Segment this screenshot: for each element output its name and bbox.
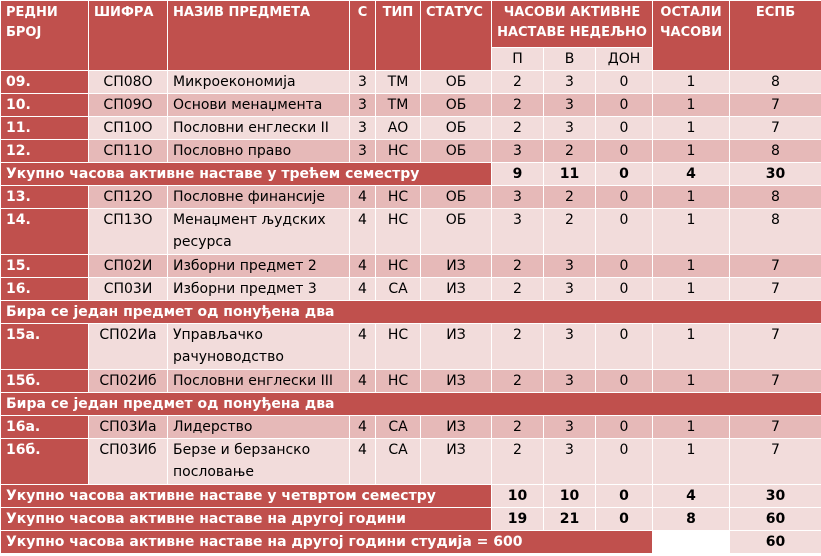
row-type: СА xyxy=(376,439,421,485)
row-type: НС xyxy=(376,255,421,278)
row-subject: Изборни предмет 2 xyxy=(168,255,350,278)
row-p: 2 xyxy=(492,278,544,301)
row-type: НС xyxy=(376,324,421,370)
row-code: СП10О xyxy=(89,117,168,140)
row-espb: 7 xyxy=(730,117,821,140)
summary-espb: 30 xyxy=(730,485,821,508)
table-row xyxy=(1,324,821,370)
row-number: 16б. xyxy=(1,439,89,485)
row-don: 0 xyxy=(596,140,653,163)
row-subject: Менаџмент људских ресурса xyxy=(168,209,350,255)
row-type: ТМ xyxy=(376,71,421,94)
row-other: 1 xyxy=(653,439,730,485)
row-espb: 8 xyxy=(730,209,821,255)
summary-label: Укупно часова активне наставе у четвртом семестру xyxy=(1,485,492,508)
table-row xyxy=(1,209,821,255)
row-don: 0 xyxy=(596,255,653,278)
row-v: 3 xyxy=(544,255,596,278)
summary-label: Укупно часова активне наставе у трећем семестру xyxy=(1,163,492,186)
row-semester: 3 xyxy=(350,94,376,117)
summary-p: 9 xyxy=(492,163,544,186)
row-semester: 4 xyxy=(350,324,376,370)
row-type: НС xyxy=(376,209,421,255)
row-espb: 7 xyxy=(730,416,821,439)
row-code: СП09О xyxy=(89,94,168,117)
summary-p: 10 xyxy=(492,485,544,508)
row-subject: Берзе и берзанско пословање xyxy=(168,439,350,485)
row-semester: 3 xyxy=(350,71,376,94)
row-status: ОБ xyxy=(421,71,492,94)
row-status: ИЗ xyxy=(421,439,492,485)
row-code: СП03Иб xyxy=(89,439,168,485)
row-p: 2 xyxy=(492,324,544,370)
summary-don: 0 xyxy=(596,485,653,508)
row-v: 3 xyxy=(544,439,596,485)
row-p: 2 xyxy=(492,255,544,278)
row-subject: Лидерство xyxy=(168,416,350,439)
row-number: 10. xyxy=(1,94,89,117)
row-p: 2 xyxy=(492,117,544,140)
row-code: СП02Иа xyxy=(89,324,168,370)
summary-espb: 30 xyxy=(730,163,821,186)
row-p: 3 xyxy=(492,140,544,163)
row-espb: 8 xyxy=(730,140,821,163)
header-don: ДОН xyxy=(596,48,653,71)
row-subject: Пословне финансије xyxy=(168,186,350,209)
row-semester: 4 xyxy=(350,209,376,255)
summary-espb: 60 xyxy=(730,508,821,531)
row-number: 13. xyxy=(1,186,89,209)
summary-row-fourth-semester xyxy=(1,485,821,508)
table-row xyxy=(1,71,821,94)
header-row xyxy=(1,1,821,48)
row-espb: 7 xyxy=(730,439,821,485)
row-status: ИЗ xyxy=(421,370,492,393)
summary-spacer xyxy=(653,531,730,554)
row-other: 1 xyxy=(653,324,730,370)
header-num: РЕДНИ БРОЈ xyxy=(1,1,89,71)
header-code: ШИФРА xyxy=(89,1,168,71)
row-don: 0 xyxy=(596,117,653,140)
table-row xyxy=(1,117,821,140)
row-don: 0 xyxy=(596,186,653,209)
row-code: СП11О xyxy=(89,140,168,163)
summary-row-study-total xyxy=(1,531,821,554)
row-other: 1 xyxy=(653,278,730,301)
row-number: 15. xyxy=(1,255,89,278)
summary-v: 10 xyxy=(544,485,596,508)
row-don: 0 xyxy=(596,439,653,485)
row-espb: 8 xyxy=(730,71,821,94)
row-code: СП03Иа xyxy=(89,416,168,439)
summary-other: 4 xyxy=(653,163,730,186)
summary-label: Укупно часова активне наставе на другој години студија = 600 xyxy=(1,531,653,554)
row-espb: 7 xyxy=(730,94,821,117)
row-number: 15б. xyxy=(1,370,89,393)
row-code: СП02Иб xyxy=(89,370,168,393)
row-number: 11. xyxy=(1,117,89,140)
row-code: СП03И xyxy=(89,278,168,301)
row-v: 3 xyxy=(544,71,596,94)
table-row xyxy=(1,140,821,163)
row-subject: Основи менаџмента xyxy=(168,94,350,117)
row-type: ТМ xyxy=(376,94,421,117)
row-other: 1 xyxy=(653,186,730,209)
row-semester: 4 xyxy=(350,416,376,439)
row-type: СА xyxy=(376,278,421,301)
row-v: 3 xyxy=(544,117,596,140)
summary-row-third-semester xyxy=(1,163,821,186)
summary-don: 0 xyxy=(596,163,653,186)
row-number: 15а. xyxy=(1,324,89,370)
row-status: ОБ xyxy=(421,186,492,209)
header-semester: С xyxy=(350,1,376,71)
row-don: 0 xyxy=(596,71,653,94)
row-status: ОБ xyxy=(421,140,492,163)
table-row xyxy=(1,370,821,393)
row-semester: 4 xyxy=(350,439,376,485)
row-espb: 7 xyxy=(730,255,821,278)
row-v: 2 xyxy=(544,140,596,163)
header-type: ТИП xyxy=(376,1,421,71)
row-p: 2 xyxy=(492,94,544,117)
summary-p: 19 xyxy=(492,508,544,531)
row-espb: 7 xyxy=(730,278,821,301)
row-status: ИЗ xyxy=(421,416,492,439)
header-espb: ЕСПБ xyxy=(730,1,821,71)
row-v: 3 xyxy=(544,278,596,301)
table-row xyxy=(1,439,821,485)
header-p: П xyxy=(492,48,544,71)
row-other: 1 xyxy=(653,117,730,140)
row-semester: 4 xyxy=(350,186,376,209)
table-row xyxy=(1,94,821,117)
row-p: 3 xyxy=(492,186,544,209)
table-row xyxy=(1,186,821,209)
row-status: ИЗ xyxy=(421,324,492,370)
row-semester: 3 xyxy=(350,117,376,140)
summary-v: 21 xyxy=(544,508,596,531)
row-code: СП02И xyxy=(89,255,168,278)
row-semester: 4 xyxy=(350,370,376,393)
header-other-hours: ОСТАЛИ ЧАСОВИ xyxy=(653,1,730,71)
row-p: 2 xyxy=(492,439,544,485)
row-number: 16. xyxy=(1,278,89,301)
row-espb: 7 xyxy=(730,370,821,393)
row-number: 09. xyxy=(1,71,89,94)
row-code: СП13О xyxy=(89,209,168,255)
row-subject: Изборни предмет 3 xyxy=(168,278,350,301)
row-v: 3 xyxy=(544,416,596,439)
row-semester: 3 xyxy=(350,140,376,163)
elective-note: Бира се један предмет од понуђена два xyxy=(1,301,821,324)
row-espb: 8 xyxy=(730,186,821,209)
row-other: 1 xyxy=(653,370,730,393)
row-subject: Пословно право xyxy=(168,140,350,163)
row-semester: 4 xyxy=(350,278,376,301)
row-other: 1 xyxy=(653,94,730,117)
row-other: 1 xyxy=(653,140,730,163)
row-other: 1 xyxy=(653,71,730,94)
summary-other: 8 xyxy=(653,508,730,531)
table-row xyxy=(1,416,821,439)
elective-note-row xyxy=(1,301,821,324)
summary-espb: 60 xyxy=(730,531,821,554)
row-type: СА xyxy=(376,416,421,439)
row-don: 0 xyxy=(596,416,653,439)
summary-v: 11 xyxy=(544,163,596,186)
row-type: НС xyxy=(376,186,421,209)
row-number: 16а. xyxy=(1,416,89,439)
row-subject: Микроекономија xyxy=(168,71,350,94)
row-don: 0 xyxy=(596,94,653,117)
header-weekly-hours: ЧАСОВИ АКТИВНЕ НАСТАВЕ НЕДЕЉНО xyxy=(492,1,653,48)
row-other: 1 xyxy=(653,416,730,439)
row-v: 2 xyxy=(544,209,596,255)
row-v: 3 xyxy=(544,324,596,370)
row-don: 0 xyxy=(596,278,653,301)
table-row xyxy=(1,255,821,278)
row-v: 3 xyxy=(544,370,596,393)
row-subject: Управљачко рачуноводство xyxy=(168,324,350,370)
row-semester: 4 xyxy=(350,255,376,278)
summary-label: Укупно часова активне наставе на другој години xyxy=(1,508,492,531)
row-type: АО xyxy=(376,117,421,140)
table-row xyxy=(1,278,821,301)
row-p: 2 xyxy=(492,370,544,393)
row-subject: Пословни енглески II xyxy=(168,117,350,140)
row-code: СП08О xyxy=(89,71,168,94)
header-v: В xyxy=(544,48,596,71)
row-type: НС xyxy=(376,140,421,163)
row-v: 3 xyxy=(544,94,596,117)
elective-note-row xyxy=(1,393,821,416)
summary-other: 4 xyxy=(653,485,730,508)
row-code: СП12О xyxy=(89,186,168,209)
row-number: 12. xyxy=(1,140,89,163)
row-other: 1 xyxy=(653,209,730,255)
row-number: 14. xyxy=(1,209,89,255)
elective-note: Бира се један предмет од понуђена два xyxy=(1,393,821,416)
summary-row-second-year xyxy=(1,508,821,531)
row-p: 2 xyxy=(492,416,544,439)
row-p: 2 xyxy=(492,71,544,94)
header-name: НАЗИВ ПРЕДМЕТА xyxy=(168,1,350,71)
row-type: НС xyxy=(376,370,421,393)
header-status: СТАТУС xyxy=(421,1,492,71)
row-status: ОБ xyxy=(421,94,492,117)
row-v: 2 xyxy=(544,186,596,209)
row-don: 0 xyxy=(596,324,653,370)
row-other: 1 xyxy=(653,255,730,278)
row-status: ИЗ xyxy=(421,278,492,301)
row-don: 0 xyxy=(596,209,653,255)
row-don: 0 xyxy=(596,370,653,393)
row-status: ОБ xyxy=(421,117,492,140)
row-subject: Пословни енглески III xyxy=(168,370,350,393)
summary-don: 0 xyxy=(596,508,653,531)
row-espb: 7 xyxy=(730,324,821,370)
row-status: ИЗ xyxy=(421,255,492,278)
row-status: ОБ xyxy=(421,209,492,255)
row-p: 3 xyxy=(492,209,544,255)
